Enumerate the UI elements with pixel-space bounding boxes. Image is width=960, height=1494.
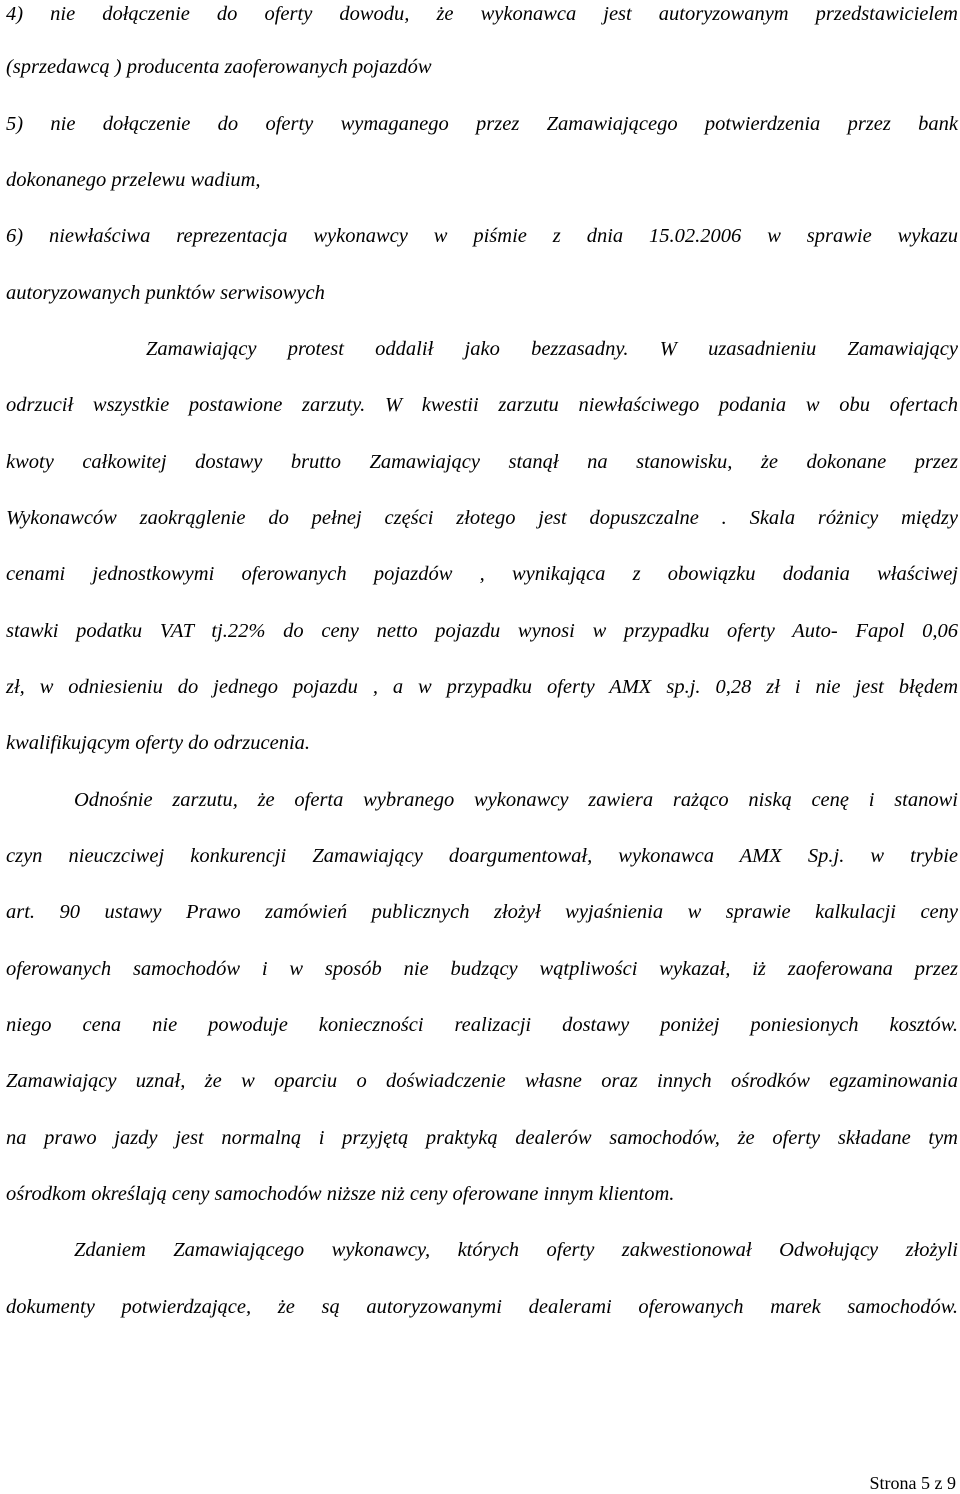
text-line-17: art. 90 ustawy Prawo zamówień publicznych złożył wyjaśnienia w sprawie kalkulacji ceny: [6, 901, 958, 923]
text-line-1: 4) nie dołączenie do oferty dowodu, że wykonawca jest autoryzowanym przedstawicielem: [6, 3, 958, 25]
text-line-16: czyn nieuczciwej konkurencji Zamawiający doargumentował, wykonawca AMX Sp.j. w trybie: [6, 845, 958, 867]
text-line-18: oferowanych samochodów i w sposób nie budzący wątpliwości wykazał, iż zaoferowana przez: [6, 958, 958, 980]
text-line-5: 6) niewłaściwa reprezentacja wykonawcy w piśmie z dnia 15.02.2006 w sprawie wykazu: [6, 225, 958, 247]
text-line-4: dokonanego przelewu wadium,: [6, 169, 261, 191]
text-line-9: kwoty całkowitej dostawy brutto Zamawiający stanął na stanowisku, że dokonane przez: [6, 451, 958, 473]
text-line-13: zł, w odniesieniu do jednego pojazdu , a w przypadku oferty AMX sp.j. 0,28 zł i nie jest błędem: [6, 676, 958, 698]
text-line-10: Wykonawców zaokrąglenie do pełnej części złotego jest dopuszczalne . Skala różnicy między: [6, 507, 958, 529]
text-line-8: odrzucił wszystkie postawione zarzuty. W kwestii zarzutu niewłaściwego podania w obu ofertach: [6, 394, 958, 416]
text-line-11: cenami jednostkowymi oferowanych pojazdów , wynikająca z obowiązku dodania właściwej: [6, 563, 958, 585]
text-line-22: ośrodkom określają ceny samochodów niższe niż ceny oferowane innym klientom.: [6, 1183, 675, 1205]
text-line-7: Zamawiający protest oddalił jako bezzasadny. W uzasadnieniu Zamawiający: [146, 338, 958, 360]
text-line-3: 5) nie dołączenie do oferty wymaganego przez Zamawiającego potwierdzenia przez bank: [6, 113, 958, 135]
text-line-15: Odnośnie zarzutu, że oferta wybranego wykonawcy zawiera rażąco niską cenę i stanowi: [74, 789, 958, 811]
text-line-20: Zamawiający uznał, że w oparciu o doświadczenie własne oraz innych ośrodków egzaminowania: [6, 1070, 958, 1092]
text-line-23: Zdaniem Zamawiającego wykonawcy, których oferty zakwestionował Odwołujący złożyli: [74, 1239, 958, 1261]
text-line-19: niego cena nie powoduje konieczności realizacji dostawy poniżej poniesionych kosztów.: [6, 1014, 958, 1036]
page-number: Strona 5 z 9: [869, 1473, 956, 1493]
text-line-2: (sprzedawcą ) producenta zaoferowanych pojazdów: [6, 56, 432, 78]
text-line-12: stawki podatku VAT tj.22% do ceny netto pojazdu wynosi w przypadku oferty Auto- Fapol 0,06: [6, 620, 958, 642]
text-line-24: dokumenty potwierdzające, że są autoryzowanymi dealerami oferowanych marek samochodów.: [6, 1296, 958, 1318]
text-line-14: kwalifikującym oferty do odrzucenia.: [6, 732, 311, 754]
text-line-6: autoryzowanych punktów serwisowych: [6, 282, 325, 304]
text-line-21: na prawo jazdy jest normalną i przyjętą praktyką dealerów samochodów, że oferty składane tym: [6, 1127, 958, 1149]
